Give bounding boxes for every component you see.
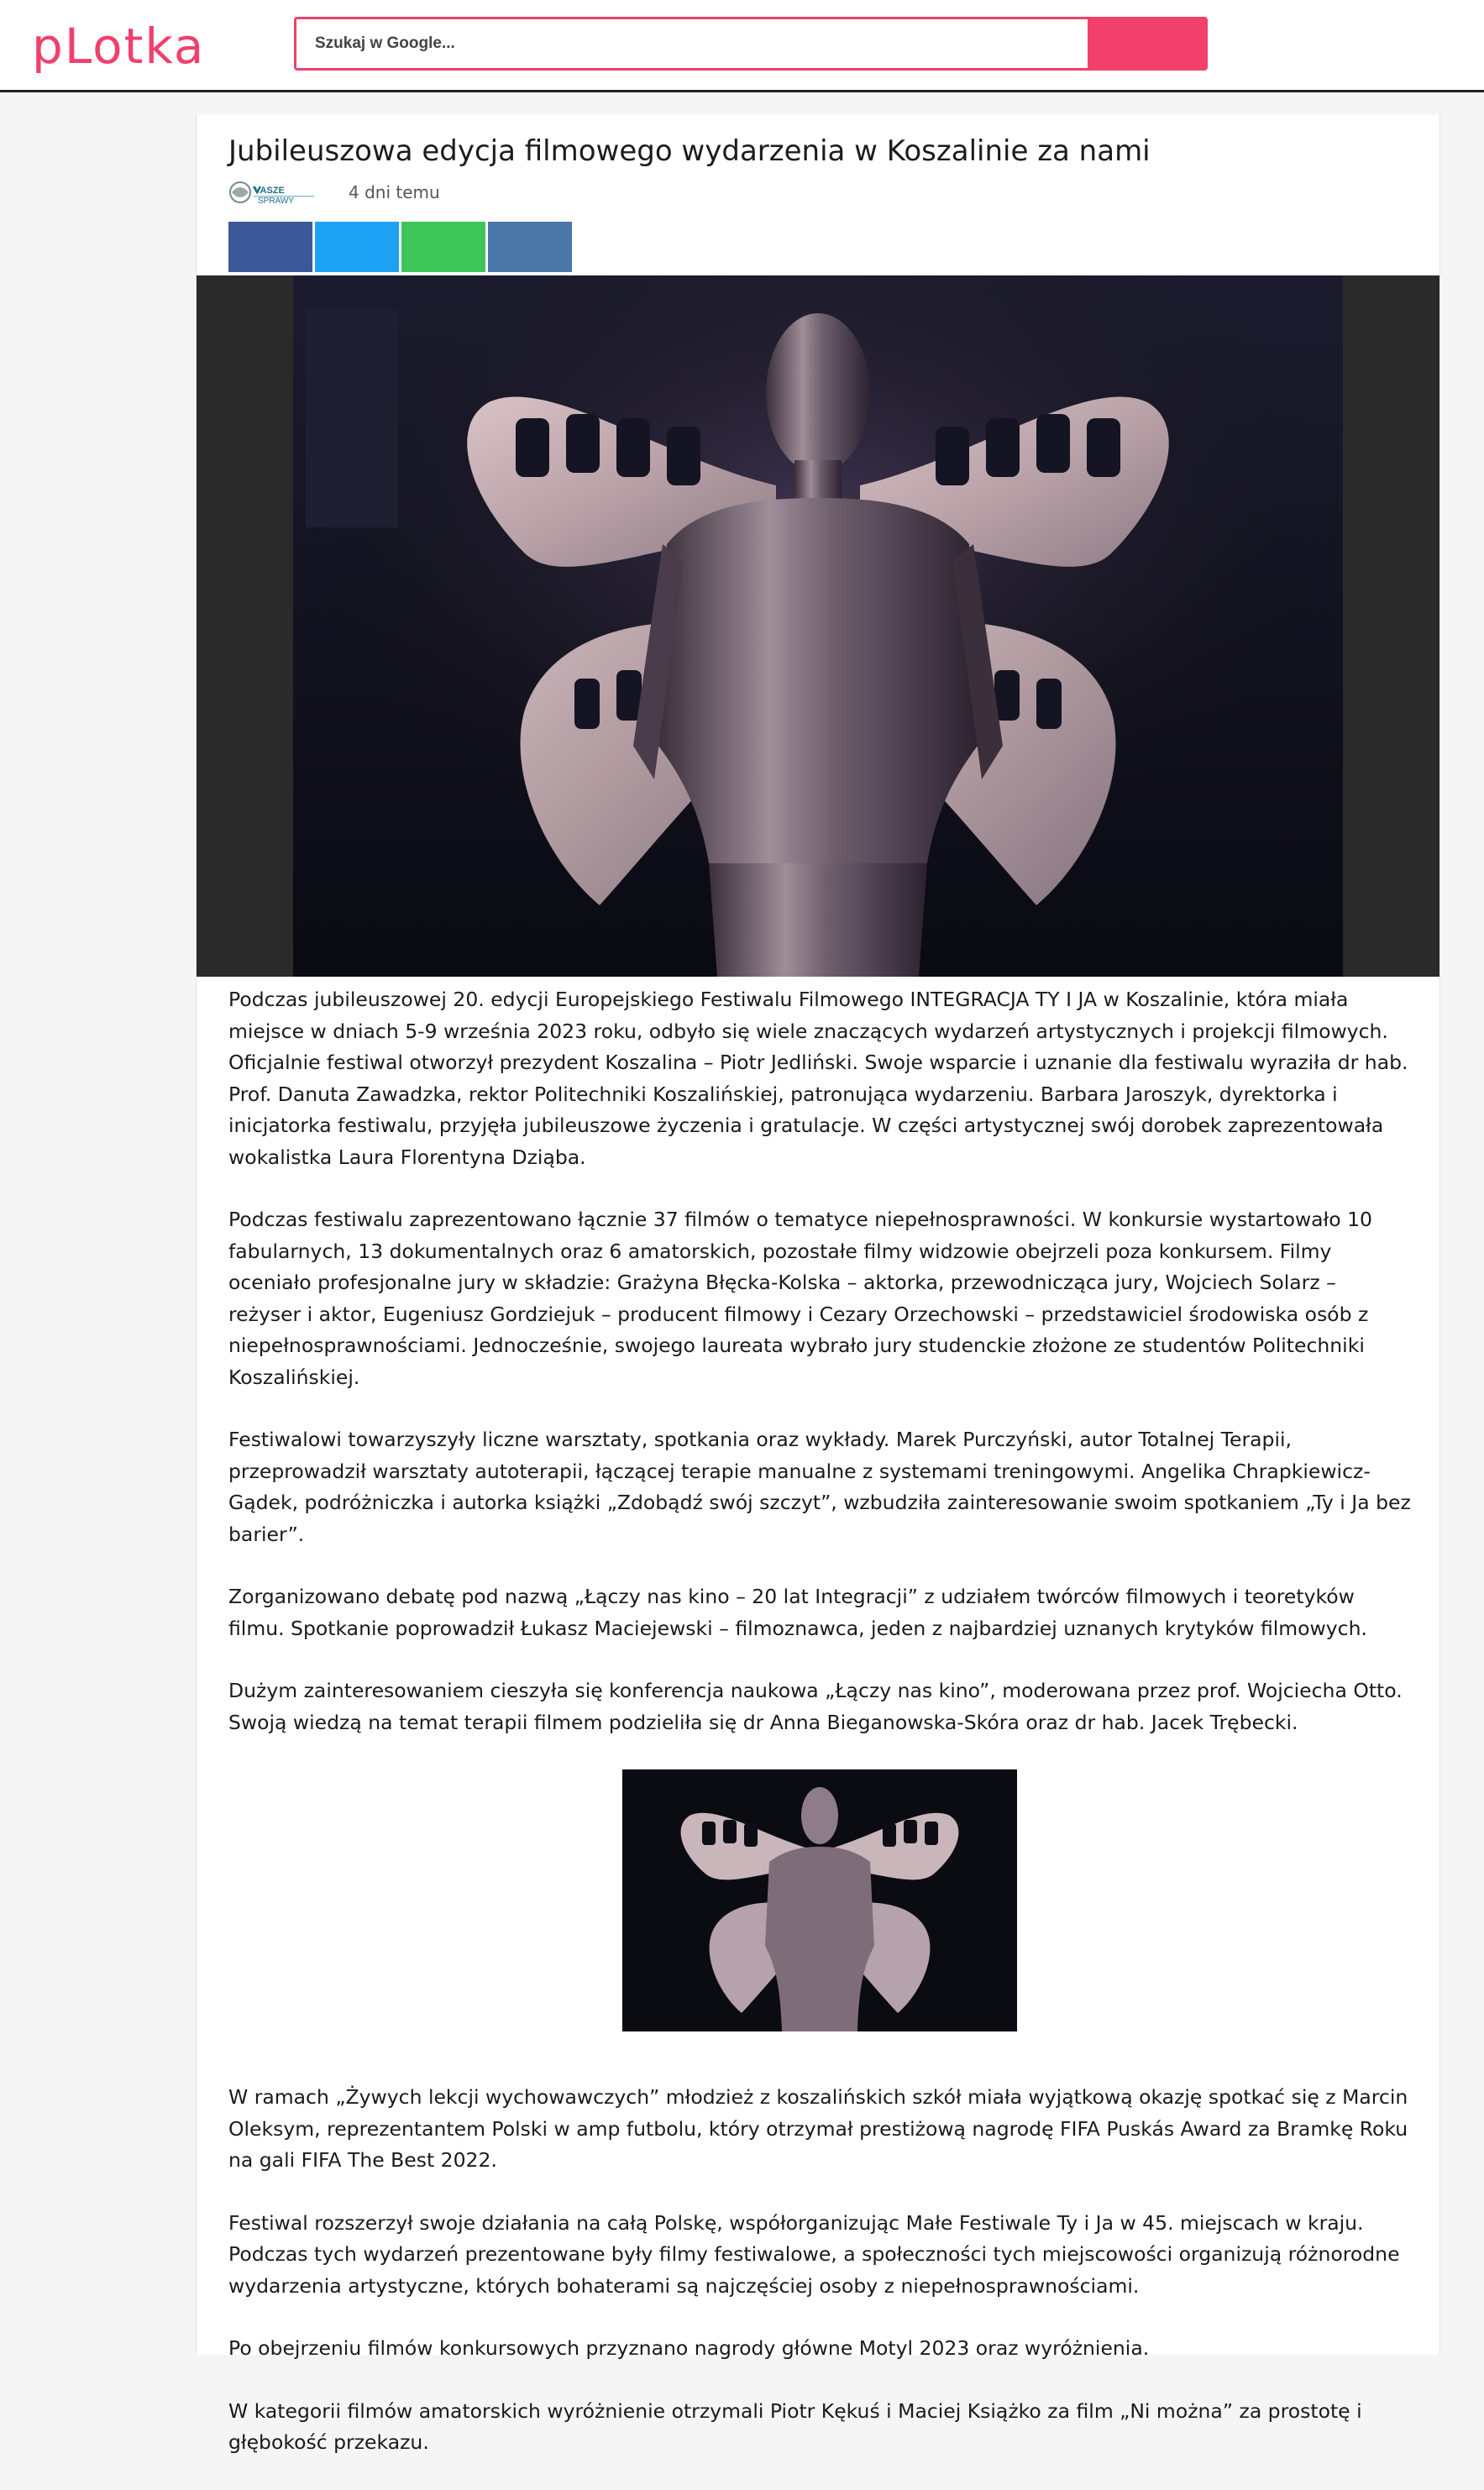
paragraph: W ramach „Żywych lekcji wychowawczych” młodzież z koszalińskich szkół miała wyjątkową okazję spotkać się z Marcin Oleksym, reprezentantem Polski w amp futbolu, który otrzymał prestiżową nagrodę FIFA Puskás Award za Bramkę Roku na gali FIFA The Best 2022. [228, 2085, 1408, 2172]
article-title: Jubileuszowa edycja filmowego wydarzenia w Koszalinie za nami [228, 134, 1151, 168]
source-logo-text-bottom: SPRAWY [258, 197, 294, 206]
hero-image[interactable] [197, 275, 1439, 977]
site-logo[interactable] [32, 17, 205, 76]
twitter-share-button[interactable] [315, 222, 399, 272]
site-logo-text: pLotka [32, 18, 206, 75]
source-logo[interactable] [228, 179, 317, 206]
butterfly-statue-thumbnail [622, 1769, 1017, 2031]
top-bar [0, 0, 1484, 92]
paragraph: Festiwalowi towarzyszyły liczne warsztaty, spotkania oraz wykłady. Marek Purczyński, autor Totalnej Terapii, przeprowadził warsztaty autoterapii, łączącej terapie manualne z systemami treningowymi. Angelika Chrapkiewicz-Gądek, podróżniczka i autorka książki „Zdobądź swój szczyt”, wzbudziła zainteresowanie swoim spotkaniem „Ty i Ja bez barier”. [228, 1428, 1411, 1546]
paragraph: Podczas jubileuszowej 20. edycji Europejskiego Festiwalu Filmowego INTEGRACJA TY I JA w Koszalinie, która miała miejsce w dniach 5-9 września 2023 roku, odbyło się wiele znaczących wydarzeń artystycznych i projekcji filmowych. Oficjalnie festiwal otworzył prezydent Koszalina – Piotr Jedliński. Swoje wsparcie i uznanie dla festiwalu wyraziła dr hab. Prof. Danuta Zawadzka, rektor Politechniki Koszalińskiej, patronująca wydarzeniu. Barbara Jaroszyk, dyrektorka i inicjatorka festiwalu, przyjęła jubileuszowe życzenia i gratulacje. W części artystycznej swój dorobek zaprezentowała wokalistka Laura Florentyna Dziąba. [228, 988, 1408, 1169]
whatsapp-share-button[interactable] [401, 222, 485, 272]
source-logo-text-top: VASZE [254, 186, 285, 196]
facebook-share-button[interactable] [228, 222, 312, 272]
publish-time: 4 dni temu [349, 182, 440, 202]
paragraph: Zorganizowano debatę pod nazwą „Łączy nas kino – 20 lat Integracji” z udziałem twórców filmowych i teoretyków filmu. Spotkanie poprowadził Łukasz Maciejewski – filmoznawca, jeden z najbardziej uznanych krytyków filmowych. [228, 1585, 1367, 1640]
search-input[interactable] [296, 19, 1088, 68]
search-box [294, 17, 1208, 71]
paragraph: Podczas festiwalu zaprezentowano łącznie 37 filmów o tematyce niepełnosprawności. W konkursie wystartowało 10 fabularnych, 13 dokumentalnych oraz 6 amatorskich, pozostałe filmy widzowie obejrzeli poza konkursem. Filmy oceniało profesjonalne jury w składzie: Grażyna Błęcka-Kolska – aktorka, przewodnicząca jury, Wojciech Solarz – reżyser i aktor, Eugeniusz Gordziejuk – producent filmowy i Cezary Orzechowski – przedstawiciel środowiska osób z niepełnosprawnościami. Jednocześnie, swojego laureata wybrało jury studenckie złożone ze studentów Politechniki Koszalińskiej. [228, 1208, 1372, 1389]
share-buttons [228, 222, 572, 272]
source-logo-icon [228, 179, 317, 206]
butterfly-statue-image [197, 275, 1439, 977]
paragraph: Po obejrzeniu filmów konkursowych przyznano nagrody główne Motyl 2023 oraz wyróżnienia. [228, 2336, 1150, 2360]
search-button[interactable] [1088, 19, 1205, 68]
article-card [196, 114, 1440, 2454]
vk-share-button[interactable] [488, 222, 572, 272]
paragraph: W kategorii filmów amatorskich wyróżnienie otrzymali Piotr Kękuś i Maciej Książko za film „Ni można” za prostotę i głębokość przekazu. [228, 2398, 1362, 2454]
paragraph: Dużym zainteresowaniem cieszyła się konferencja naukowa „Łączy nas kino”, moderowana przez prof. Wojciecha Otto. Swoją wiedzą na temat terapii filmem podzieliła się dr Anna Bieganowska-Skóra oraz dr hab. Jacek Trębecki. [228, 1679, 1403, 1734]
inline-image[interactable] [622, 1769, 1017, 2031]
paragraph: Festiwal rozszerzył swoje działania na całą Polskę, współorganizując Małe Festiwale Ty i Ja w 45. miejscach w kraju. Podczas tych wydarzeń prezentowane były filmy festiwalowe, a społeczności tych miejscowości organizują różnorodne wydarzenia artystyczne, których bohaterami są najczęściej osoby z niepełnosprawnościami. [228, 2210, 1400, 2298]
article-body [228, 984, 1411, 2490]
